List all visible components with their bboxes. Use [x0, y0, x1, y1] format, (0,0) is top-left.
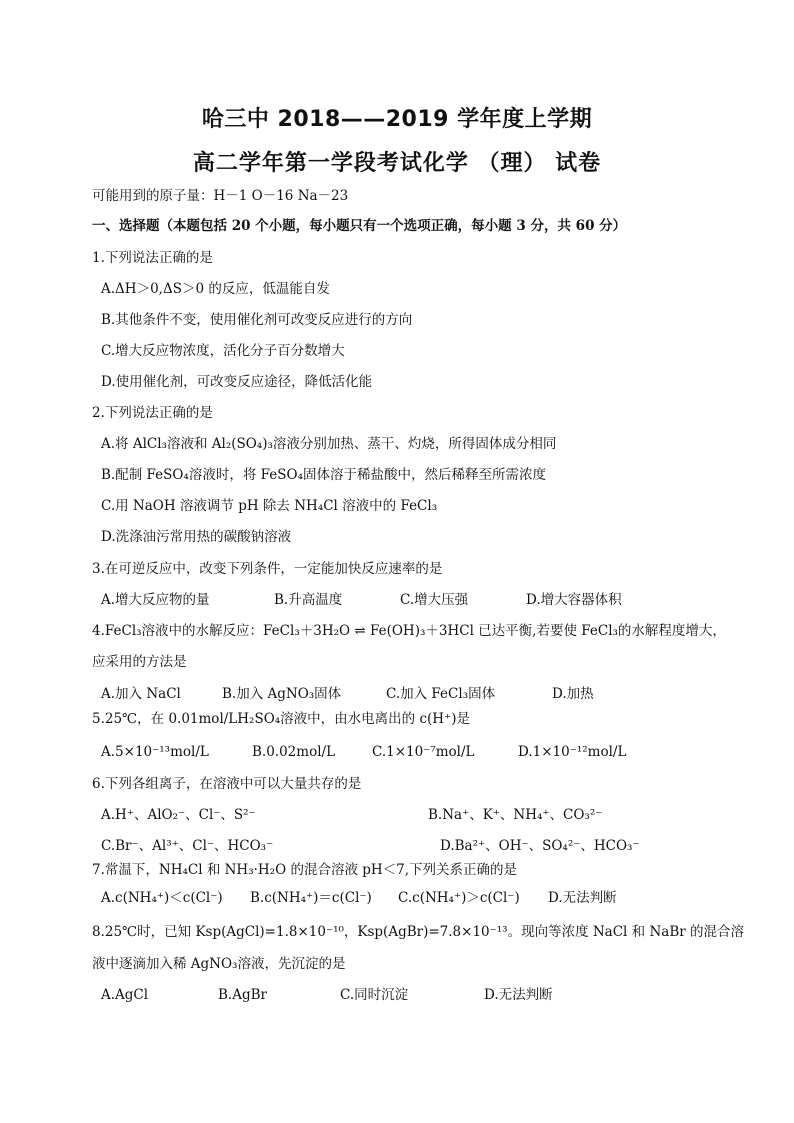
question-1-option-c: C.增大反应物浓度，活化分子百分数增大 — [101, 343, 345, 359]
question-4-option-a: A.加入 NaCl — [101, 686, 181, 702]
question-8-stem: 8.25℃时，已知 Ksp(AgCl)=1.8×10⁻¹⁰，Ksp(AgBr)=7.8×10⁻¹³。现向等浓度 NaCl 和 NaBr 的混合溶 — [92, 924, 744, 940]
question-4-option-d: D.加热 — [552, 686, 594, 702]
atomic-masses: 可能用到的原子量：H－1 O－16 Na－23 — [92, 188, 349, 204]
question-7-stem: 7.常温下，NH₄Cl 和 NH₃·H₂O 的混合溶液 pH＜7,下列关系正确的是 — [92, 862, 518, 878]
question-7-option-c: C.c(NH₄⁺)＞c(Cl⁻) — [398, 890, 520, 906]
question-8-option-a: A.AgCl — [101, 987, 149, 1003]
question-3-stem: 3.在可逆反应中，改变下列条件，一定能加快反应速率的是 — [92, 561, 443, 577]
question-3-option-b: B.升高温度 — [274, 592, 343, 608]
question-5-option-a: A.5×10⁻¹³mol/L — [101, 744, 209, 760]
question-7-option-d: D.无法判断 — [548, 890, 617, 906]
question-2-stem: 2.下列说法正确的是 — [92, 405, 213, 421]
question-6-option-a: A.H⁺、AlO₂⁻、Cl⁻、S²⁻ — [101, 807, 256, 823]
question-7-option-b: B.c(NH₄⁺)＝c(Cl⁻) — [250, 890, 372, 906]
question-4-option-b: B.加入 AgNO₃固体 — [222, 686, 342, 702]
question-6-option-d: D.Ba²⁺、OH⁻、SO₄²⁻、HCO₃⁻ — [440, 838, 640, 854]
question-5-option-c: C.1×10⁻⁷mol/L — [372, 744, 475, 760]
question-1-option-a: A.ΔH＞0,ΔS＞0 的反应，低温能自发 — [101, 281, 330, 297]
question-8-option-c: C.同时沉淀 — [340, 987, 409, 1003]
question-8-option-b: B.AgBr — [218, 987, 267, 1003]
question-2-option-c: C.用 NaOH 溶液调节 pH 除去 NH₄Cl 溶液中的 FeCl₃ — [101, 498, 438, 514]
question-4-stem: 4.FeCl₃溶液中的水解反应：FeCl₃＋3H₂O ⇌ Fe(OH)₃＋3HCl 已达平衡,若要使 FeCl₃的水解程度增大， — [92, 623, 726, 639]
question-5-option-d: D.1×10⁻¹²mol/L — [518, 744, 627, 760]
question-1-option-d: D.使用催化剂，可改变反应途径，降低活化能 — [101, 374, 373, 390]
question-2-option-a: A.将 AlCl₃溶液和 Al₂(SO₄)₃溶液分别加热、蒸干、灼烧，所得固体成分相同 — [101, 436, 557, 452]
section-heading: 一、选择题（本题包括 20 个小题，每小题只有一个选项正确，每小题 3 分，共 60 分） — [92, 218, 627, 234]
question-1-stem: 1.下列说法正确的是 — [92, 250, 213, 266]
question-3-option-c: C.增大压强 — [400, 592, 469, 608]
question-1-option-b: B.其他条件不变，使用催化剂可改变反应进行的方向 — [101, 312, 413, 328]
question-3-option-a: A.增大反应物的量 — [101, 592, 210, 608]
question-6-option-b: B.Na⁺、K⁺、NH₄⁺、CO₃²⁻ — [428, 807, 603, 823]
question-4-stem-cont: 应采用的方法是 — [92, 654, 187, 670]
question-8-option-d: D.无法判断 — [484, 987, 553, 1003]
question-4-option-c: C.加入 FeCl₃固体 — [386, 686, 496, 702]
question-3-option-d: D.增大容器体积 — [526, 592, 622, 608]
question-2-option-d: D.洗涤油污常用热的碳酸钠溶液 — [101, 529, 292, 545]
question-8-stem-cont: 液中逐滴加入稀 AgNO₃溶液，先沉淀的是 — [92, 956, 346, 972]
question-7-option-a: A.c(NH₄⁺)＜c(Cl⁻) — [101, 890, 223, 906]
question-6-stem: 6.下列各组离子，在溶液中可以大量共存的是 — [92, 776, 362, 792]
exam-title-line1: 哈三中 2018——2019 学年度上学期 — [201, 107, 593, 132]
exam-title-line2: 高二学年第一学段考试化学 （理） 试卷 — [192, 151, 602, 176]
question-6-option-c: C.Br⁻、Al³⁺、Cl⁻、HCO₃⁻ — [101, 838, 274, 854]
question-5-stem: 5.25℃，在 0.01mol/LH₂SO₄溶液中，由水电离出的 c(H⁺)是 — [92, 711, 470, 727]
question-5-option-b: B.0.02mol/L — [252, 744, 336, 760]
question-2-option-b: B.配制 FeSO₄溶液时，将 FeSO₄固体溶于稀盐酸中，然后稀释至所需浓度 — [101, 467, 546, 483]
